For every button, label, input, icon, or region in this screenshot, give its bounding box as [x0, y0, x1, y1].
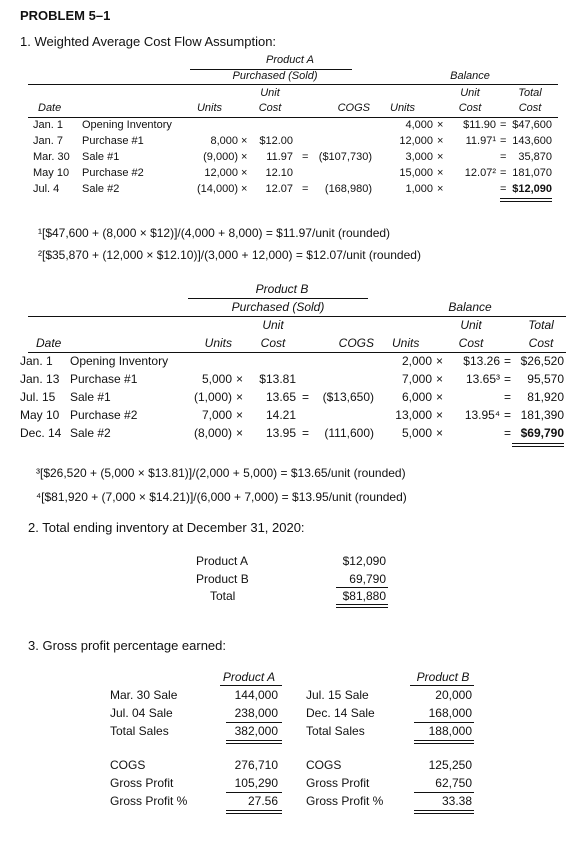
header-cogs: COGS — [338, 336, 374, 350]
section-1-heading: 1. Weighted Average Cost Flow Assumption: — [20, 34, 277, 49]
section-2-heading: 2. Total ending inventory at December 31, 2020: — [28, 520, 305, 535]
gp-sales-value: 188,000 — [428, 724, 472, 738]
row-equals: = — [504, 372, 512, 386]
header-cogs: COGS — [337, 102, 370, 114]
header-date: Date — [38, 102, 62, 114]
gp-profit-value: 33.38 — [441, 794, 472, 808]
inv-label-b: Product B — [196, 572, 249, 586]
row-date: Jan. 7 — [33, 135, 63, 147]
row-date: Jul. 15 — [20, 390, 56, 404]
row-equals: = — [504, 426, 512, 440]
row-description: Opening Inventory — [82, 119, 172, 131]
footnote-2: ²[$35,870 + (12,000 × $12.10)]/(3,000 + 12,000) = $12.07/unit (rounded) — [38, 248, 421, 262]
row-description: Purchase #2 — [70, 408, 138, 422]
row-equals: = — [302, 183, 309, 195]
header-unit: Unit — [260, 87, 280, 99]
row-balance-units: 2,000 — [401, 354, 432, 368]
row-total-cost: $69,790 — [520, 426, 564, 440]
row-times: × — [241, 183, 248, 195]
gp-profit-value: 125,250 — [428, 758, 472, 772]
row-times: × — [236, 372, 244, 386]
row-balance-units: 1,000 — [405, 183, 433, 195]
row-equals: = — [500, 135, 507, 147]
inv-label-total: Total — [210, 589, 236, 603]
footnote-1: ¹[$47,600 + (8,000 × $12)]/(4,000 + 8,000) = $11.97/unit (rounded) — [38, 226, 391, 240]
row-total-cost: 181,390 — [520, 408, 564, 422]
row-units: 5,000 — [201, 372, 232, 386]
row-cogs: ($107,730) — [318, 151, 372, 163]
row-balance-units: 13,000 — [395, 408, 432, 422]
page-title: PROBLEM 5–1 — [20, 8, 111, 23]
row-balance-units: 5,000 — [401, 426, 432, 440]
row-units: 7,000 — [201, 408, 232, 422]
row-date: Jan. 1 — [33, 119, 63, 131]
row-times: × — [437, 151, 444, 163]
inv-value-total: $81,880 — [342, 589, 386, 603]
header-cost: Cost — [258, 102, 282, 114]
header-balance-unit: Unit — [460, 87, 480, 99]
product-a-label: Product A — [266, 54, 314, 66]
header-balance-cost: Cost — [458, 336, 484, 350]
gp-profit-label: Gross Profit % — [306, 794, 384, 808]
row-times: × — [236, 408, 244, 422]
header-units: Units — [196, 102, 222, 114]
gp-profit-value: 62,750 — [435, 776, 472, 790]
row-balance-cost: $13.26 — [463, 354, 500, 368]
gp-sales-label: Jul. 15 Sale — [306, 688, 369, 702]
row-equals: = — [500, 167, 507, 179]
gp-sales-label: Mar. 30 Sale — [110, 688, 178, 702]
gp-profit-value: 276,710 — [234, 758, 278, 772]
row-balance-units: 4,000 — [405, 119, 433, 131]
row-unit-cost: 12.07 — [265, 183, 293, 195]
row-units: (8,000) — [193, 426, 232, 440]
gp-sales-label: Total Sales — [306, 724, 365, 738]
row-equals: = — [302, 151, 309, 163]
row-balance-cost: 13.95⁴ — [464, 408, 500, 422]
row-date: May 10 — [20, 408, 60, 422]
row-total-cost: 181,070 — [512, 167, 552, 179]
row-balance-cost: $11.90 — [463, 119, 496, 131]
row-date: Jul. 4 — [33, 183, 60, 195]
header-total: Total — [518, 87, 542, 99]
gp-sales-label: Dec. 14 Sale — [306, 706, 375, 720]
row-description: Sale #1 — [70, 390, 111, 404]
gp-profit-value: 27.56 — [247, 794, 278, 808]
row-times: × — [236, 426, 244, 440]
row-equals: = — [504, 408, 512, 422]
row-balance-units: 7,000 — [401, 372, 432, 386]
row-cogs: (168,980) — [324, 183, 372, 195]
row-cogs: (111,600) — [324, 426, 374, 440]
row-description: Opening Inventory — [70, 354, 169, 368]
section-3-heading: 3. Gross profit percentage earned: — [28, 638, 227, 653]
row-times: × — [436, 354, 444, 368]
row-times: × — [241, 135, 248, 147]
row-times: × — [437, 119, 444, 131]
gp-product-b-title: Product B — [416, 670, 470, 684]
header-unit: Unit — [262, 318, 284, 332]
row-date: Jan. 13 — [20, 372, 60, 386]
row-unit-cost: 11.97 — [266, 151, 293, 163]
row-times: × — [241, 167, 248, 179]
header-total: Total — [528, 318, 554, 332]
purchased-label: Purchased (Sold) — [231, 300, 325, 314]
product-b-label: Product B — [255, 282, 309, 296]
row-units: (9,000) — [203, 151, 238, 163]
gp-sales-value: 20,000 — [435, 688, 472, 702]
row-units: (14,000) — [197, 183, 238, 195]
header-total-cost: Cost — [528, 336, 554, 350]
row-times: × — [436, 372, 444, 386]
row-times: × — [236, 390, 244, 404]
purchased-label: Purchased (Sold) — [232, 70, 318, 82]
row-equals: = — [302, 390, 310, 404]
row-unit-cost: $13.81 — [259, 372, 296, 386]
row-times: × — [436, 390, 444, 404]
row-times: × — [437, 167, 444, 179]
row-times: × — [437, 183, 444, 195]
balance-label: Balance — [450, 70, 490, 82]
footnote-4: ⁴[$81,920 + (7,000 × $14.21)]/(6,000 + 7,000) = $13.95/unit (rounded) — [36, 490, 407, 504]
row-total-cost: 95,570 — [527, 372, 564, 386]
header-date: Date — [36, 336, 62, 350]
header-total-cost: Cost — [518, 102, 542, 114]
row-times: × — [241, 151, 248, 163]
gp-sales-value: 144,000 — [234, 688, 278, 702]
row-balance-cost: 13.65³ — [465, 372, 500, 386]
row-date: Dec. 14 — [20, 426, 62, 440]
row-date: Jan. 1 — [20, 354, 53, 368]
row-units: (1,000) — [193, 390, 232, 404]
gp-profit-label: COGS — [110, 758, 146, 772]
balance-label: Balance — [448, 300, 492, 314]
gp-profit-value: 105,290 — [234, 776, 278, 790]
row-description: Purchase #2 — [82, 167, 144, 179]
row-balance-units: 15,000 — [399, 167, 433, 179]
gp-profit-label: Gross Profit % — [110, 794, 188, 808]
row-unit-cost: 14.21 — [265, 408, 296, 422]
row-description: Purchase #1 — [82, 135, 144, 147]
row-equals: = — [500, 183, 507, 195]
header-units: Units — [204, 336, 232, 350]
inv-value-a: $12,090 — [342, 554, 386, 568]
row-times: × — [437, 135, 444, 147]
row-equals: = — [500, 119, 507, 131]
row-balance-units: 6,000 — [401, 390, 432, 404]
row-unit-cost: 13.95 — [265, 426, 296, 440]
gp-sales-value: 238,000 — [234, 706, 278, 720]
row-unit-cost: 13.65 — [265, 390, 296, 404]
header-balance-unit: Unit — [460, 318, 482, 332]
row-total-cost: $26,520 — [520, 354, 564, 368]
footnote-3: ³[$26,520 + (5,000 × $13.81)]/(2,000 + 5,000) = $13.65/unit (rounded) — [36, 466, 406, 480]
row-date: May 10 — [33, 167, 70, 179]
gp-profit-label: Gross Profit — [306, 776, 370, 790]
row-total-cost: 81,920 — [527, 390, 564, 404]
row-unit-cost: 12.10 — [265, 167, 293, 179]
inv-label-a: Product A — [196, 554, 249, 568]
row-units: 8,000 — [210, 135, 238, 147]
row-equals: = — [504, 390, 512, 404]
row-equals: = — [504, 354, 512, 368]
row-unit-cost: $12.00 — [259, 135, 293, 147]
gp-profit-label: COGS — [306, 758, 342, 772]
header-cost: Cost — [260, 336, 286, 350]
gp-product-a-title: Product A — [222, 670, 276, 684]
row-description: Sale #1 — [82, 151, 120, 163]
gp-sales-value: 382,000 — [234, 724, 278, 738]
gp-sales-label: Jul. 04 Sale — [110, 706, 173, 720]
header-balance-units: Units — [390, 102, 416, 114]
row-cogs: ($13,650) — [322, 390, 374, 404]
row-balance-cost: 11.97¹ — [465, 135, 496, 147]
row-total-cost: $47,600 — [512, 119, 552, 131]
row-description: Sale #2 — [70, 426, 111, 440]
inv-value-b: 69,790 — [349, 572, 386, 586]
row-date: Mar. 30 — [33, 151, 70, 163]
header-balance-cost: Cost — [458, 102, 482, 114]
row-description: Purchase #1 — [70, 372, 138, 386]
row-balance-cost: 12.07² — [464, 167, 496, 179]
header-balance-units: Units — [392, 336, 420, 350]
gp-sales-value: 168,000 — [428, 706, 472, 720]
row-total-cost: 143,600 — [512, 135, 552, 147]
gp-profit-label: Gross Profit — [110, 776, 174, 790]
row-balance-units: 12,000 — [399, 135, 433, 147]
row-equals: = — [302, 426, 310, 440]
row-times: × — [436, 426, 444, 440]
row-description: Sale #2 — [82, 183, 120, 195]
row-equals: = — [500, 151, 507, 163]
row-total-cost: $12,090 — [512, 183, 552, 195]
row-balance-units: 3,000 — [405, 151, 433, 163]
gp-sales-label: Total Sales — [110, 724, 169, 738]
row-total-cost: 35,870 — [518, 151, 552, 163]
row-times: × — [436, 408, 444, 422]
row-units: 12,000 — [204, 167, 238, 179]
